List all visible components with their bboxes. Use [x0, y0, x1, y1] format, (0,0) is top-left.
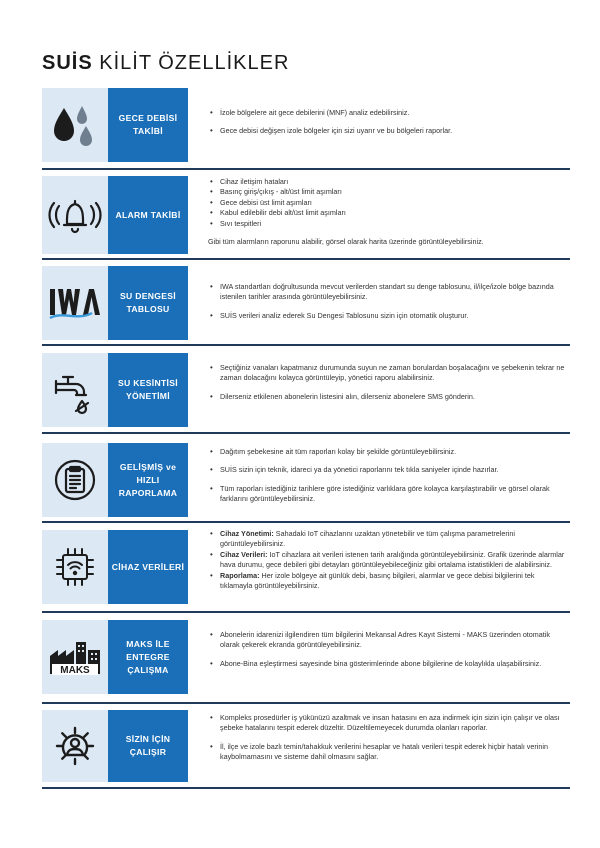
list-item: • İzole bölgelere ait gece debilerini (MNF) analiz edebilirsiniz. — [208, 108, 568, 118]
section-divider — [42, 168, 570, 170]
section-icon-box — [42, 710, 108, 782]
svg-text:MAKS: MAKS — [60, 665, 90, 676]
item-text: Sahadaki IoT cihazlarını uzaktan yönetebilir ve tüm çalışma parametrelerini görüntüleyebilirsiniz. — [220, 529, 515, 549]
section-content — [208, 282, 568, 321]
section-device-data — [42, 530, 570, 614]
section-divider — [42, 344, 570, 346]
item-text: Her izole bölgeye ait günlük debi, basınç bilgileri, alarmlar ve gece debisi bilgilerini tek tıklamayla görüntüleyebilirsiniz. — [220, 570, 535, 591]
list-item: • Seçtiğiniz vanaları kapatmanız durumunda suyun ne zaman borulardan boşalacağını ve şebekenin tekrar ne zaman dolacağını kolayca görüntüleyip, yönetici raporu alabilirsiniz. — [208, 363, 568, 384]
list-item: • Gece debisi üst limit aşımları — [208, 198, 568, 208]
bold-lead: Raporlama: — [220, 570, 260, 580]
section-alarm — [42, 176, 570, 262]
section-content — [208, 177, 568, 247]
list-item: • Abone-Bina eşleştirmesi sayesinde bina gösterimlerinde abone bilgilerine de kolaylıkla ulaşabilirsiniz. — [208, 659, 568, 669]
bold-lead: Cihaz Yönetimi: — [220, 529, 274, 538]
section-icon-box — [42, 266, 108, 340]
section-content — [208, 447, 568, 505]
list-item — [208, 550, 568, 571]
section-water-balance — [42, 266, 570, 348]
spacer — [208, 651, 568, 659]
page-title-brand: SUİS — [42, 52, 93, 74]
maks-buildings-icon — [48, 634, 102, 680]
spacer — [208, 734, 568, 742]
bold-lead: Cihaz Verileri: — [220, 549, 268, 559]
section-label: GELİŞMİŞ ve HIZLI RAPORLAMA — [108, 443, 188, 517]
spacer — [208, 457, 568, 465]
list-item: • Abonelerin idarenizi ilgilendiren tüm bilgilerini Mekansal Adres Kayıt Sistemi - MAKS üzerinden otomatik olarak çekerek ekranda görüntüleyebilirsiniz. — [208, 630, 568, 651]
section-label: CİHAZ VERİLERİ — [108, 530, 188, 604]
list-item: • SUİS sizin için teknik, idareci ya da yönetici raporlarını tek tıkla saniyeler içinde hazırlar. — [208, 465, 568, 475]
spacer — [208, 303, 568, 311]
list-item: • Sıvı tespitleri — [208, 219, 568, 229]
section-icon-box — [42, 530, 108, 604]
list-item — [208, 529, 568, 550]
list-item: • SUİS verileri analiz ederek Su Dengesi Tablosunu sizin için otomatik oluşturur. — [208, 311, 568, 321]
spacer — [208, 118, 568, 126]
section-label: SU KESİNTİSİ YÖNETİMİ — [108, 353, 188, 427]
section-divider — [42, 787, 570, 789]
section-divider — [42, 521, 570, 523]
section-label: SİZİN İÇİN ÇALIŞIR — [108, 710, 188, 782]
list-item: • Cihaz iletişim hataları — [208, 177, 568, 187]
iwa-logo-icon — [48, 285, 102, 321]
list-item: • Tüm raporları istediğiniz tarihlere göre istediğiniz varlıklara göre kolayca karşılaştırabilir ve görsel olarak farklarını görüntüleyebilirsiniz. — [208, 484, 568, 505]
section-icon-box — [42, 353, 108, 427]
section-divider — [42, 702, 570, 704]
section-icon-box — [42, 88, 108, 162]
page-title-text: KİLİT ÖZELLİKLER — [99, 52, 290, 74]
list-item: • IWA standartları doğrultusunda mevcut verilerden standart su denge tablosunu, il/ilçe/izole bölge bazında istenilen tarihler arasında görüntüleyebilirsiniz. — [208, 282, 568, 303]
section-label: GECE DEBİSİ TAKİBİ — [108, 88, 188, 162]
section-icon-box — [42, 620, 108, 694]
section-label: SU DENGESİ TABLOSU — [108, 266, 188, 340]
list-item: • Dağıtım şebekesine ait tüm raporları kolay bir şekilde görüntüleyebilirsiniz. — [208, 447, 568, 457]
section-maks — [42, 620, 570, 704]
section-content — [208, 529, 568, 591]
section-divider — [42, 258, 570, 260]
section-icon-box — [42, 443, 108, 517]
section-works-for-you — [42, 710, 570, 790]
spacer — [208, 384, 568, 392]
item-text: IoT cihazlara ait verileri istenen tarih aralığında görüntüleyebilirsiniz. Grafik üzerinde alarmlar hava durumu, gece debileri gibi detayları görüntüleyebileceğiniz gibi ortalama istatistikleri de alabilirsiniz. — [220, 549, 565, 570]
water-drops-icon — [50, 100, 100, 150]
section-content — [208, 363, 568, 402]
page-title — [42, 52, 289, 75]
list-item: • Kabul edilebilir debi alt/üst limit aşımları — [208, 208, 568, 218]
section-note: Gibi tüm alarmların raporunu alabilir, görsel olarak harita üzerinde görüntüleyebilirsiniz. — [208, 237, 484, 247]
section-content — [208, 713, 568, 763]
list-item: • Basınç giriş/çıkış - alt/üst limit aşımları — [208, 187, 568, 197]
list-item: • Gece debisi değişen izole bölgeler için sizi uyarır ve bu bölgeleri raporlar. — [208, 126, 568, 136]
section-divider — [42, 432, 570, 434]
list-item: • İl, ilçe ve izole bazlı temin/tahakkuk verilerini hesaplar ve hatalı verileri tespit ederek hiçbir hatalı verinin kaybolmamasını ve sisteme dahil olmasını sağlar. — [208, 742, 568, 763]
section-night-flow — [42, 88, 570, 170]
section-divider — [42, 611, 570, 613]
report-clipboard-icon — [53, 458, 97, 502]
spacer — [208, 476, 568, 484]
section-water-outage — [42, 353, 570, 435]
section-content — [208, 630, 568, 669]
iot-chip-icon — [53, 545, 97, 589]
water-tap-icon — [52, 365, 98, 415]
section-label: MAKS İLE ENTEGRE ÇALIŞMA — [108, 620, 188, 694]
section-icon-box — [42, 176, 108, 254]
section-content — [208, 108, 568, 137]
section-reporting — [42, 443, 570, 525]
alarm-bell-icon — [48, 192, 102, 238]
list-item — [208, 571, 568, 592]
list-item: • Kompleks prosedürler iş yükünüzü azaltmak ve insan hatasını en aza indirmek için sizin için çalışır ve olası şebeke hatalarını tespit ederek düzeltir. Düzeltilemeyecek durumda olanları raporlar. — [208, 713, 568, 734]
list-item: • Dilerseniz etkilenen abonelerin listesini alın, dilerseniz abonelere SMS gönderin. — [208, 392, 568, 402]
gear-person-icon — [51, 722, 99, 770]
section-label: ALARM TAKİBİ — [108, 176, 188, 254]
